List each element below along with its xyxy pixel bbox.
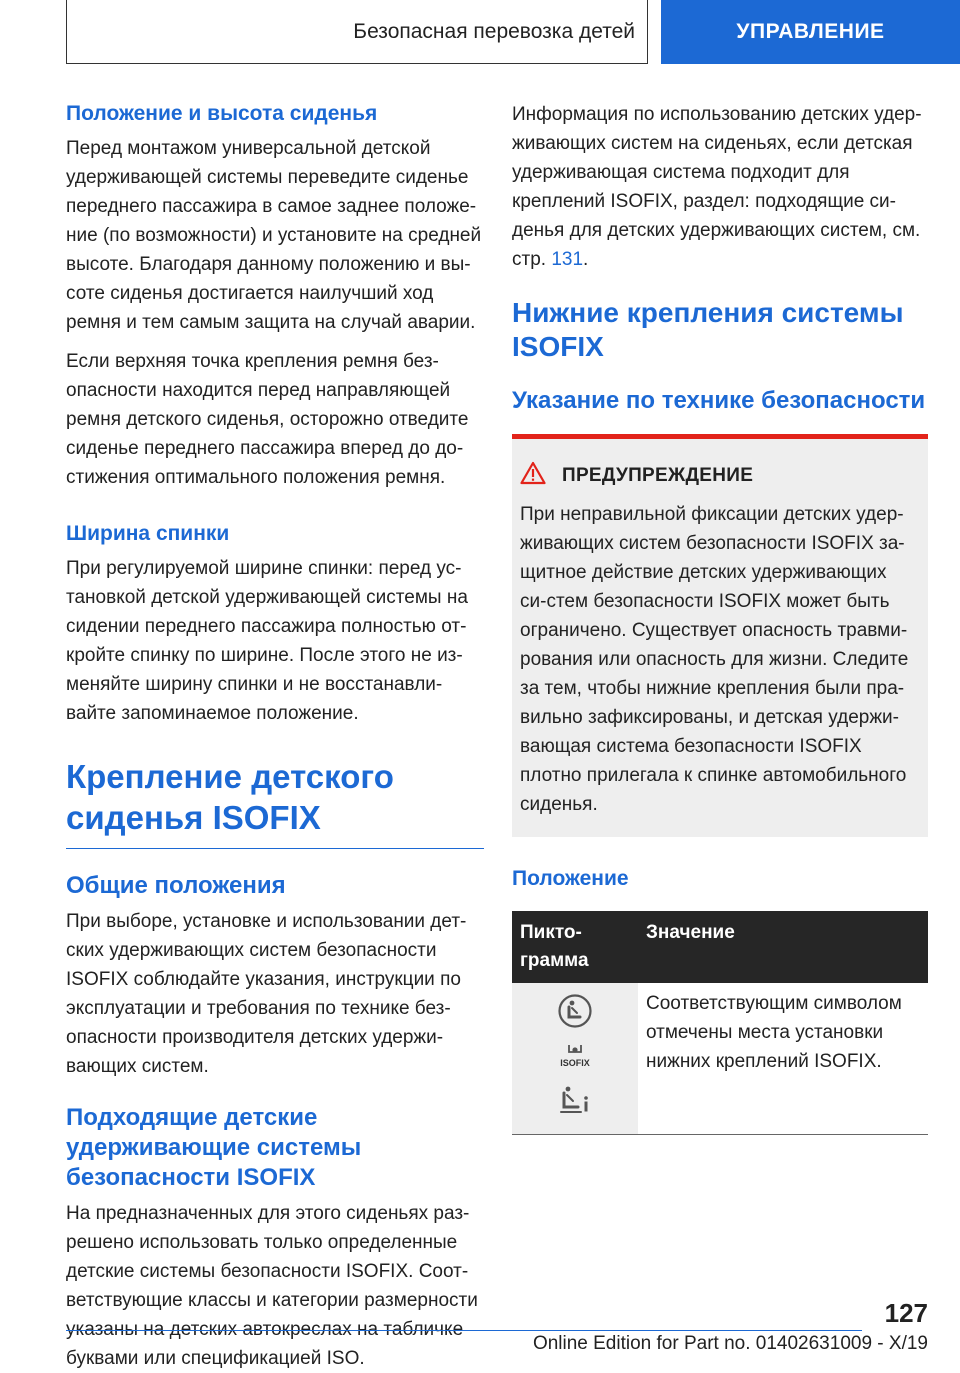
paragraph-general: При выборе, установке и использовании дет-ских удерживающих систем безопасности ISOFIX соблюдайте указания, инструкции по эксплуатации и требования по технике без-опасности производителя детских удержи-вающих систем. (66, 911, 467, 1077)
pictogram-table (512, 911, 928, 1135)
heading-suitable-systems: Подходящие детские удерживающие системы безопасности ISOFIX (66, 1104, 362, 1191)
column-header-pictogram: Пикто-грамма (512, 911, 638, 983)
warning-title: ПРЕДУПРЕЖДЕНИЕ (562, 464, 754, 486)
heading-seat-position: Положение и высота сиденья (66, 102, 378, 125)
heading-backrest-width: Ширина спинки (66, 522, 230, 545)
section-title: Безопасная перевозка детей (353, 19, 635, 43)
paragraph-suitable: На предназначенных для этого сиденьях раз-решено использовать только определенные детские системы безопасности ISOFIX. Соот-ветствующие классы и категории размерности указаны на детских автокреслах на табличке буквами или спецификацией ISO. (66, 1203, 478, 1369)
left-column (66, 100, 484, 1373)
warning-text: При неправильной фиксации детских удер-живающих систем безопасности ISOFIX за-щитное действие детских удерживающих си-стем безопасности ISOFIX может быть ограничено. Существует опасность травми-рования или опасность для жизни. Следите за тем, чтобы нижние крепления были пра-вильно зафиксированы, и детская удержи-вающая система безопасности ISOFIX плотно прилегала к спинке автомобильного сиденья. (520, 504, 909, 815)
meaning-cell (638, 983, 928, 1135)
heading-position: Положение (512, 867, 629, 890)
paragraph-seat-2: Если верхняя точка крепления ремня без-опасности находится перед направляющей ремня детского сиденья, осторожно отведите сиденье переднего пассажира вперед до до-стижения оптимального положения ремня. (66, 351, 469, 488)
warning-triangle-icon (520, 461, 546, 490)
column-header-meaning: Значение (638, 911, 928, 983)
isofix-seat-info-icon (520, 1083, 630, 1124)
heading-safety-note: Указание по технике безопасности (512, 387, 926, 414)
heading-general: Общие положения (66, 872, 286, 899)
heading-isofix: Крепление детского сиденья ISOFIX (66, 758, 394, 836)
paragraph-backrest: При регулируемой ширине спинки: перед ус-тановкой детской удерживающей системы на сидении переднего пассажира полностью от-кройте спинку по ширине. После этого не из-меняйте ширину спинки и не восстанавли-вайте запоминаемое положение. (66, 558, 468, 724)
paragraph-info: Информация по использованию детских удер-живающих систем на сиденьях, если детская удерживающая система подходит для креплений ISOFIX, раздел: подходящие си-денья для детских удерживающих систем, см. стр. 131. (512, 104, 922, 270)
right-column (512, 100, 928, 1135)
table-row (512, 983, 928, 1135)
paragraph-seat-1: Перед монтажом универсальной детской удерживающей системы переведите сиденье переднего пассажира в самое заднее положе-ние (по возможности) и установите на средней высоте. Благодаря данному положению и вы-соте сиденья достигается наилучший ход ремня и тем самым защита на случай аварии. (66, 138, 482, 333)
edition-footer: Online Edition for Part no. 01402631009 - X/19 (532, 1333, 928, 1354)
table-header-row (512, 911, 928, 983)
page-reference-link[interactable]: 131 (551, 249, 584, 270)
page-number: 127 (884, 1298, 928, 1328)
section-rule (66, 848, 484, 849)
running-header (66, 0, 648, 64)
chapter-title: УПРАВЛЕНИЕ (736, 20, 885, 43)
heading-lower-anchors: Нижние крепления системы ISOFIX (512, 297, 904, 362)
isofix-seat-icon (520, 993, 630, 1034)
warning-header (520, 461, 918, 490)
isofix-label-icon (520, 1040, 630, 1075)
meaning-text: Соответствующим символом отмечены места установки нижних креплений ISOFIX. (646, 993, 902, 1072)
svg-text:ISOFIX: ISOFIX (560, 1058, 590, 1068)
pictogram-cell (512, 983, 638, 1135)
footer-rule (66, 1330, 862, 1331)
warning-box (512, 434, 928, 837)
chapter-tab[interactable] (661, 0, 960, 64)
